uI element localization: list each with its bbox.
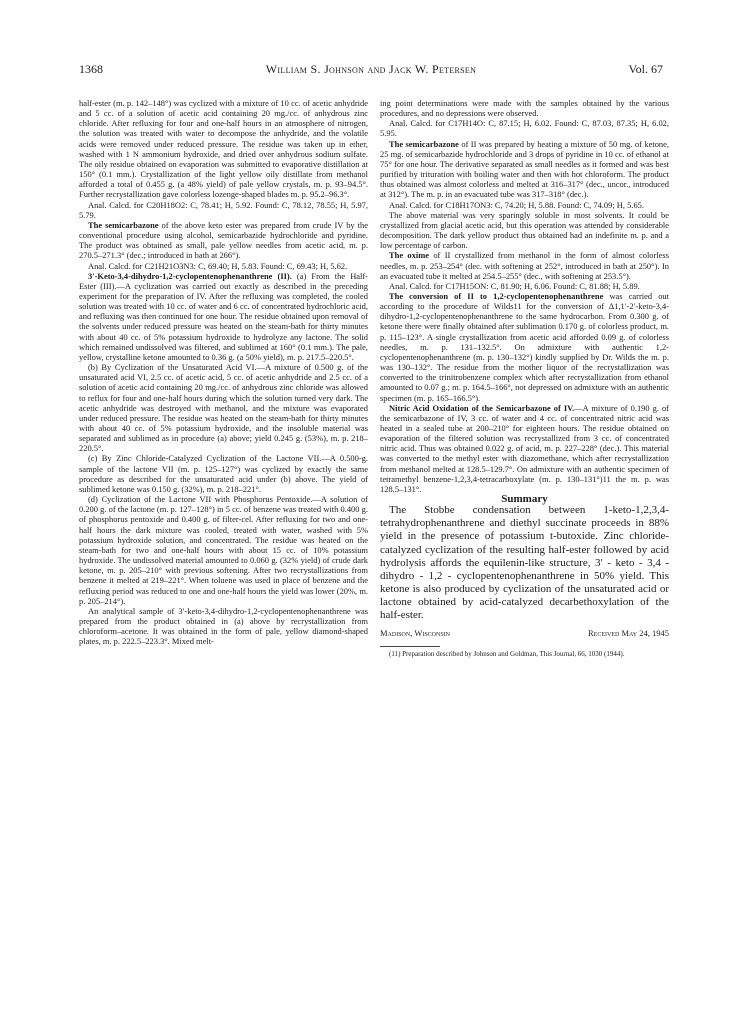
paragraph (79, 200, 368, 220)
paragraph-lead: Nitric Acid Oxidation of the Semicarbazone of IV. (389, 402, 575, 413)
volume-label: Vol. 67 (628, 62, 663, 76)
paragraph-text: (c) By Zinc Chloride-Catalyzed Cyclization of the Lactone VII.—A 0.500-g. sample of the lactone VII (m. p. 125–127°) was cyclized by exactly the same procedure as described for the unsaturated acid under (b) above. The yield of sublimed ketone was 0.150 g. (32%), m. p. 218–221°. (79, 453, 368, 494)
paragraph (380, 281, 669, 291)
received-date: Received May 24, 1945 (587, 628, 669, 639)
paragraph-text: Anal. Calcd. for C21H21O3N3: C, 69.40; H, 5.83. Found: C, 69.43; H, 5.62. (88, 260, 348, 271)
paragraph-text: of II crystallized from methanol in the form of almost colorless needles, m. p. 253–254° (dec. with softening at 252°, introduced in bath at 250°). In an evacuated tube it melted at 254.5–255° (dec., with softening at 253.5°). (380, 250, 669, 281)
paragraph-lead: The conversion of II to 1,2-cyclopentenophenanthrene (389, 290, 604, 301)
paragraph (79, 494, 368, 606)
paragraph-lead: The oxime (389, 250, 429, 261)
paragraph-text: Anal. Calcd. for C17H14O: C, 87.15; H, 6.02. Found: C, 87.03, 87.35; H, 6.02, 5.95. (380, 118, 669, 139)
paragraph (380, 118, 669, 138)
footnote-rule (380, 646, 440, 647)
signature-line (380, 628, 669, 640)
paragraph-text: —A mixture of 0.190 g. of the semicarbazone of IV, 3 cc. of water and 4 cc. of concentrated nitric acid was heated in a sealed tube at 200–210° for eighteen hours. The residue obtained on evaporation of the filtered solution was recrystallized from 3 cc. of concentrated nitric acid. Thus was obtained 0.022 g. of acid, m. p. 227–228° (dec.). This material was converted to the methyl ester with diazomethane, which after recrystallization from methanol melted at 128.5–129.7°. On admixture with an authentic specimen of tetramethyl benzene-1,2,3,4-tetracarboxylate (m. p. 130–131°)11 the m. p. was 128.5–131°. (380, 402, 669, 494)
paragraph (380, 210, 669, 251)
paragraph-text: (b) By Cyclization of the Unsaturated Acid VI.—A mixture of 0.500 g. of the unsaturated acid VI, 2.5 cc. of acetic acid, 5 cc. of acetic anhydride and 2.5 cc. of a solution of acetic acid containing 20 mg./cc. of anhydrous zinc chloride was allowed to reflux for four and one-half hours during which the solution turned very dark. The acetic anhydride was destroyed with methanol, and the mixture was evaporated under reduced pressure. The residue was heated on the steam-bath for thirty minutes with about 40 cc. of 5% potassium hydroxide, and the insoluble material was separated and sublimed as in procedure (a) above; yield 0.245 g. (53%), m. p. 218–220.5°. (79, 362, 368, 454)
paragraph (79, 453, 368, 494)
paragraph-text: Anal. Calcd. for C20H18O2: C, 78.41; H, 5.92. Found: C, 78.12, 78.55; H, 5.97, 5.79. (79, 199, 368, 220)
running-title: William S. Johnson and Jack W. Petersen (265, 62, 477, 76)
paragraph (79, 220, 368, 261)
paragraph-lead: The semicarbazone (389, 138, 459, 149)
paragraph-lead: 3′-Keto-3,4-dihydro-1,2-cyclopentenophenanthrene (II). (88, 270, 292, 281)
paragraph (79, 271, 368, 362)
paragraph-text: of the above keto ester was prepared from crude IV by the conventional procedure using alcohol, semicarbazide hydrochloride and pyridine. The product was obtained as small, pale yellow needles from acetic acid, m. p. 270.5–271.3° (dec.; introduced in bath at 266°). (79, 219, 368, 261)
paragraph-text: Anal. Calcd. for C18H17ON3: C, 74.20; H, 5.88. Found: C, 74.09; H, 5.65. (389, 199, 644, 210)
footnote: (11) Preparation described by Johnson and Goldman, This Journal, 66, 1030 (1944). (389, 650, 625, 659)
paragraph (380, 139, 669, 200)
paragraph-text: of II was prepared by heating a mixture of 50 mg. of ketone, 25 mg. of semicarbazide hydrochloride and 3 drops of pyridine in 10 cc. of ethanol at 75° for one hour. The derivative separated as small needles as it formed and was best purified by trituration with boiling water and then with hot chloroform. The product thus obtained was almost colorless and melted at 316–317° (dec., uncor., introduced at 312°). The m. p. in an evacuated tube was 317–318° (dec.). (380, 138, 669, 200)
paragraph-text: half-ester (m. p. 142–148°) was cyclized with a mixture of 10 cc. of acetic anhydride and 5 cc. of a solution of acetic acid containing 20 mg./cc. of anhydrous zinc chloride. After refluxing for four and one-half hours in an atmosphere of nitrogen, the solution was treated with water to decompose the anhydride, and the volatile acids were removed under reduced pressure. The residue was taken up in ether, washed with 1 N ammonium hydroxide, and dried over anhydrous sodium sulfate. The oily residue obtained on evaporation was submitted to evaporative distillation at 150° (0.1 mm.). Crystallization of the light yellow oily distillate from methanol afforded a total of 0.455 g. (a 48% yield) of pale yellow crystals, m. p. 93–94.5°. Further recrystallization gave colorless lozenge-shaped blades m. p. 95.2–96.3°. (79, 98, 368, 200)
paragraph (79, 606, 368, 647)
paragraph-text: ing point determinations were made with the samples obtained by the various procedures, and no depressions were observed. (380, 98, 669, 119)
paragraph-lead: The semicarbazone (88, 219, 159, 230)
paragraph (79, 261, 368, 271)
location: Madison, Wisconsin (380, 628, 451, 639)
paragraph-text: (a) From the Half-Ester (III).—A cyclization was carried out exactly as described in the preceding experiment for the preparation of IV. After the refluxing was completed, the cooled solution was treated with 10 cc. of water and 6 cc. of concentrated hydrochloric acid, and refluxing was then continued for one hour. The residue obtained upon removal of the solvents under reduced pressure was heated on the steam-bath for thirty minutes with about 40 cc. of 5% potassium hydroxide to hydrolyze any lactone. The solid which remained undissolved was filtered, and sublimed at 160° (0.1 mm.). The pale, yellow, crystalline ketone amounted to 0.36 g. (a 50% yield), m. p. 217.5–220.5°. (79, 270, 368, 362)
paragraph (380, 250, 669, 280)
paragraph-text: was carried out according to the procedure of Wilds11 for the conversion of Δ1,1′-2′-keto-3,4-dihydro-1,2-cyclopentenophenanthrene to the same hydrocarbon. From 0.300 g. of ketone there were finally obtained after sublimation 0.170 g. of colorless product, m. p. 115–123°. A single crystallization from acetic acid afforded 0.09 g. of colorless needles, m. p. 131–132.5°. On admixture with authentic 1,2-cyclopentenophenanthrene (m. p. 130–132°) kindly supplied by Dr. Wilds the m. p. was 130–132°. The residue from the mother liquor of the recrystallization was converted to the trinitrobenzene complex which after recrystallization from ethanol amounted to 0.07 g.; m. p. 164.5–166°, not depressed on admixture with an authentic specimen (m. p. 165–166.5°). (380, 290, 669, 403)
page-header (79, 62, 663, 78)
paragraph (380, 98, 669, 118)
paragraph (380, 200, 669, 210)
paragraph-text: The above material was very sparingly soluble in most solvents. It could be crystallized from glacial acetic acid, but this operation was attended by considerable decomposition. The dark yellow product thus obtained had an indefinite m. p. and a low percentage of carbon. (380, 209, 669, 251)
right-column-body (380, 98, 669, 494)
paragraph-text: (d) Cyclization of the Lactone VII with Phosphorus Pentoxide.—A solution of 0.200 g. of the lactone (m. p. 127–128°) in 5 cc. of benzene was treated with 0.400 g. of phosphorus pentoxide and 0.400 g. of filter-cel. After refluxing for two and one-half hours the dark mixture was cooled, treated with water, washed with 5% potassium hydroxide solution, and concentrated. The residue was heated on the steam-bath for two and one-half hours with about 15 cc. of 10% potassium hydroxide. The undissolved material amounted to 0.060 g. (32% yield) of crude dark ketone, m. p. 205–210° with previous softening. After two recrystallizations from benzene it melted at 219–221°. When toluene was used in place of benzene and the refluxing period was reduced to one and one-half hours the yield was lower (20%, m. p. 205–214°). (79, 494, 368, 606)
summary-text: The Stobbe condensation between 1-keto-1,2,3,4-tetrahydrophenanthrene and diethyl succinate proceeds in 88% yield in the presence of potassium t-butoxide. Zinc chloride-catalyzed cyclization of the resulting half-ester followed by acid hydrolysis affords the equilenin-like structure, 3′ - keto - 3,4 - dihydro - 1,2 - cyclopentenophenanthrene in 50% yield. This ketone is also produced by cyclization of the unsaturated acid or lactone obtained by acid-catalyzed decarbethoxylation of the half-ester. (380, 504, 669, 621)
paragraph (79, 362, 368, 453)
paragraph-text: Anal. Calcd. for C17H15ON: C, 81.90; H, 6.06. Found: C, 81.88; H, 5.89. (389, 280, 640, 291)
left-column (79, 98, 368, 646)
page-number: 1368 (79, 62, 103, 76)
right-column (380, 98, 669, 659)
paragraph-text: An analytical sample of 3′-keto-3,4-dihydro-1,2-cyclopentenophenanthrene was prepared from the product obtained in (a) above by recrystallization from chloroform–acetone. It was obtained in the form of pale, yellow diamond-shaped plates, m. p. 222.5–223.3°. Mixed melt- (79, 605, 368, 647)
paragraph (380, 403, 669, 494)
paragraph (79, 98, 368, 200)
paragraph (380, 291, 669, 403)
summary-heading: Summary (501, 493, 548, 506)
